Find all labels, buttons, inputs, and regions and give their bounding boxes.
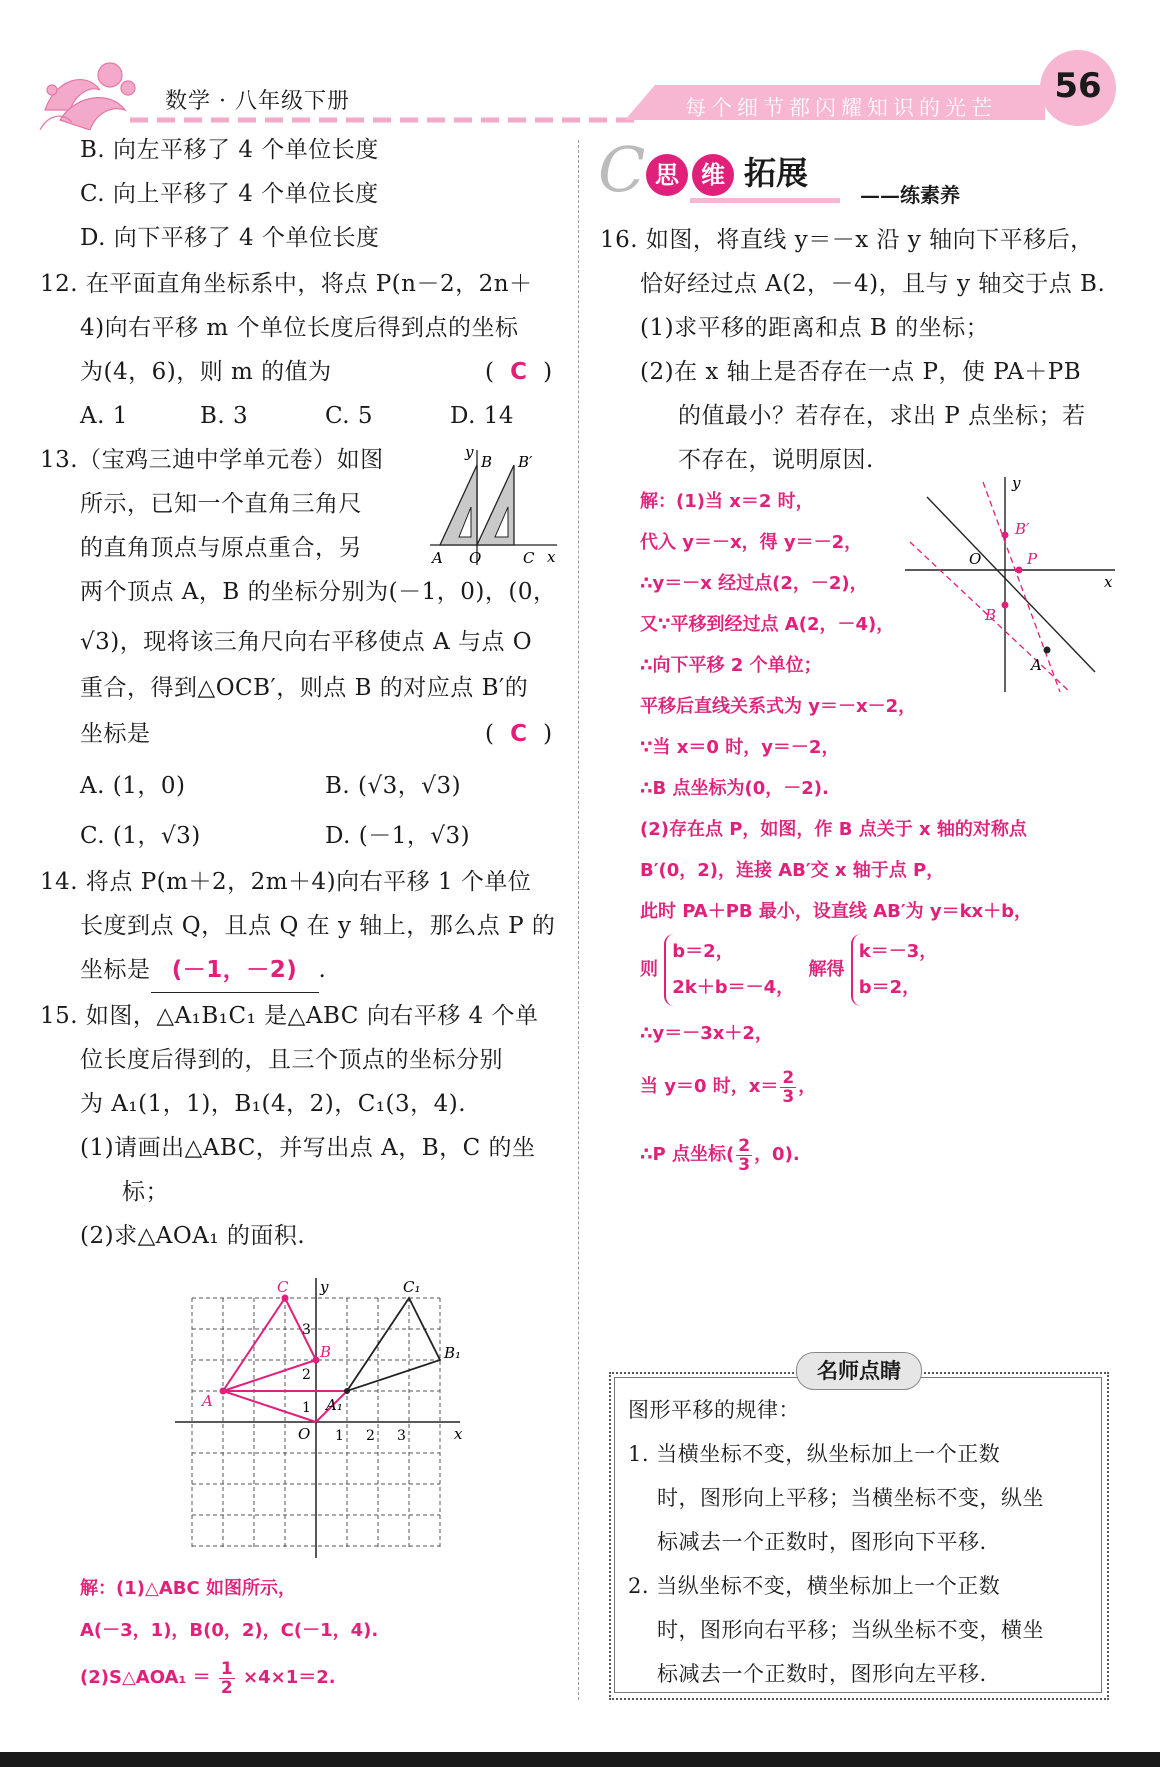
q16-solution-line-5: ∴向下平移 2 个单位； xyxy=(640,655,822,676)
q16-solution-when-y0: 当 y＝0 时，x＝ xyxy=(640,1076,779,1097)
q16-solution-line-11: 此时 PA＋PB 最小，设直线 AB′为 y＝kx＋b， xyxy=(640,901,1033,922)
q16-solution-line-6: 平移后直线关系式为 y＝－x－2， xyxy=(640,696,917,717)
q16-label-b: B xyxy=(985,606,997,624)
section-badge-1: 思 xyxy=(646,154,688,196)
q15-label-o: O xyxy=(298,1425,311,1443)
q11-option-c: C. 向上平移了 4 个单位长度 xyxy=(80,181,379,207)
q15-triangle-a1b1c1 xyxy=(347,1298,440,1391)
q11-option-d: D. 向下平移了 4 个单位长度 xyxy=(80,225,380,251)
q16-solution-line-14 xyxy=(640,1066,816,1107)
q15-label-b1: B₁ xyxy=(444,1344,462,1362)
q15-solution-line-1: 解：(1)△ABC 如图所示， xyxy=(80,1578,296,1599)
q13-option-d: D. (－1，√3) xyxy=(325,823,471,849)
q12-option-a: A. 1 xyxy=(80,403,128,429)
q13-label-a: A xyxy=(432,549,443,567)
section-badge-2: 维 xyxy=(692,154,734,196)
q15-solution-area-label: (2)S△AOA₁ ＝ xyxy=(80,1667,217,1688)
q15-line-1: 15. 如图，△A₁B₁C₁ 是△ABC 向右平移 4 个单 xyxy=(40,1003,539,1029)
q16-point-p xyxy=(1016,567,1023,574)
q13-label-c: C xyxy=(523,549,535,567)
q16-line-figure xyxy=(905,472,1120,702)
floral-ornament-icon xyxy=(40,63,135,130)
q16-line-y-neg-x xyxy=(927,497,1095,672)
q16-fraction-x-num: 2 xyxy=(782,1067,795,1088)
q16-point-a xyxy=(1044,647,1051,654)
q15-fraction-numerator: 1 xyxy=(220,1658,233,1679)
q16-system-1-eq-1: b＝2， xyxy=(672,941,734,962)
q16-label-y: y xyxy=(1012,474,1021,492)
q11-option-b: B. 向左平移了 4 个单位长度 xyxy=(80,137,379,163)
q16-solution-p-coord-end: ，0). xyxy=(754,1144,800,1165)
q13-line-6: 重合，得到△OCB′，则点 B 的对应点 B′的 xyxy=(80,675,529,701)
q12-option-d: D. 14 xyxy=(450,403,515,429)
tip-line-5: 2. 当纵坐标不变，横坐标加上一个正数 xyxy=(628,1574,1001,1598)
q15-tick-x-2: 2 xyxy=(366,1428,375,1444)
q14-answer-blank xyxy=(151,948,319,993)
q15-label-a: A xyxy=(202,1392,213,1410)
q16-fraction-p-num: 2 xyxy=(738,1135,751,1156)
q14-line-1: 14. 将点 P(m＋2，2m＋4)向右平移 1 个单位 xyxy=(40,869,532,895)
q16-line-5: 的值最小？若存在，求出 P 点坐标；若 xyxy=(678,403,1086,429)
q16-fraction-p-den: 3 xyxy=(738,1154,751,1175)
q15-line-2: 位长度后得到的，且三个顶点的坐标分别 xyxy=(80,1047,503,1073)
section-letter: C xyxy=(598,133,646,206)
q16-fraction-x-den: 3 xyxy=(782,1086,795,1107)
q15-solution-result: ×4×1＝2. xyxy=(236,1667,336,1688)
q13-answer: C xyxy=(510,721,528,747)
q14-line-3-text: 坐标是 xyxy=(80,957,151,983)
q12-answer-bracket: ( C ) xyxy=(485,359,553,385)
q15-label-y: y xyxy=(320,1278,329,1296)
q16-solution-line-3: ∴y＝－x 经过点(2，－2)， xyxy=(640,573,868,594)
q16-label-a: A xyxy=(1031,656,1042,674)
q16-line-6: 不存在，说明原因. xyxy=(678,447,874,473)
q13-option-c: C. (1，√3) xyxy=(80,823,201,849)
q16-line-3: (1)求平移的距离和点 B 的坐标； xyxy=(640,315,990,341)
section-title: 拓展 xyxy=(744,154,809,192)
q16-line-2: 恰好经过点 A(2，－4)，且与 y 轴交于点 B. xyxy=(640,271,1106,297)
q13-label-x: x xyxy=(547,548,556,566)
section-subtitle: ——练素养 xyxy=(860,183,960,207)
q16-solution-system xyxy=(640,934,937,1006)
q16-solution-line-15 xyxy=(640,1134,800,1175)
q13-label-b: B xyxy=(481,453,493,471)
tip-line-7: 标减去一个正数时，图形向左平移. xyxy=(657,1662,987,1686)
q16-solution-line-10: B′(0，2)，连接 AB′交 x 轴于点 P， xyxy=(640,860,945,881)
q16-solution-line-4: 又∵平移到经过点 A(2，－4)， xyxy=(640,614,895,635)
q15-label-x: x xyxy=(454,1425,463,1443)
q13-triangle-figure xyxy=(425,445,560,570)
q16-solution-comma: ， xyxy=(798,1076,817,1097)
q13-line-7: 坐标是 xyxy=(80,721,151,747)
q15-tick-x-1: 1 xyxy=(335,1428,344,1444)
q16-fraction-x xyxy=(780,1069,796,1106)
column-divider xyxy=(578,140,579,1700)
q15-solution-line-2: A(－3，1)，B(0，2)，C(－1，4). xyxy=(80,1620,379,1641)
q15-tick-y-3: 3 xyxy=(302,1322,311,1338)
q15-point-b xyxy=(313,1357,320,1364)
q15-sub1-line-1: (1)请画出△ABC，并写出点 A，B，C 的坐 xyxy=(80,1135,536,1161)
q16-line-4: (2)在 x 轴上是否存在一点 P，使 PA＋PB xyxy=(640,359,1082,385)
header-slogan: 每个细节都闪耀知识的光芒 xyxy=(685,96,997,120)
q16-line-1: 16. 如图，将直线 y＝－x 沿 y 轴向下平移后， xyxy=(600,227,1094,253)
q15-label-c1: C₁ xyxy=(403,1278,421,1296)
q16-label-x: x xyxy=(1104,573,1113,591)
q16-label-p: P xyxy=(1027,550,1038,568)
q16-solution-line-8: ∴B 点坐标为(0，－2). xyxy=(640,778,829,799)
q16-solution-line-1: 解：(1)当 x＝2 时， xyxy=(640,491,814,512)
q16-system-2-eq-1: k＝－3， xyxy=(858,941,938,962)
q13-answer-bracket: ( C ) xyxy=(485,721,553,747)
q16-system-2 xyxy=(851,934,938,1006)
q13-line-4: 两个顶点 A，B 的坐标分别为(－1，0)，(0， xyxy=(80,579,557,605)
tip-title: 名师点睛 xyxy=(796,1352,922,1390)
q15-label-c: C xyxy=(277,1278,289,1296)
q16-point-b-prime xyxy=(1002,532,1009,539)
q15-tick-x-3: 3 xyxy=(397,1428,406,1444)
q13-line-3: 的直角顶点与原点重合，另 xyxy=(80,535,362,561)
book-title: 数学 · 八年级下册 xyxy=(165,89,350,114)
q13-line-5: √3)，现将该三角尺向右平移使点 A 与点 O xyxy=(80,629,533,655)
q13-option-a: A. (1，0) xyxy=(80,773,186,799)
q15-fraction-denominator: 2 xyxy=(220,1677,233,1698)
q12-line-1: 12. 在平面直角坐标系中，将点 P(n－2，2n＋ xyxy=(40,271,533,297)
q13-line-2: 所示，已知一个直角三角尺 xyxy=(80,491,362,517)
q13-line-1: 13.（宝鸡三迪中学单元卷）如图 xyxy=(40,447,384,473)
bottom-edge xyxy=(0,1752,1160,1767)
q15-solution-line-3 xyxy=(80,1657,336,1698)
q13-label-y: y xyxy=(465,445,474,461)
q16-solution-line-9: (2)存在点 P，如图，作 B 点关于 x 轴的对称点 xyxy=(640,819,1027,840)
q16-system-1 xyxy=(664,934,794,1006)
q16-fraction-p xyxy=(736,1137,752,1174)
q16-solution-line-7: ∵当 x＝0 时，y＝－2， xyxy=(640,737,840,758)
q13-label-bprime: B′ xyxy=(518,453,533,471)
q15-point-a1 xyxy=(344,1388,350,1394)
q16-system-2-eq-2: b＝2， xyxy=(858,977,921,998)
q13-option-b: B. (√3，√3) xyxy=(325,773,462,799)
page-number: 56 xyxy=(1054,66,1102,106)
q16-solution-line-2: 代入 y＝－x，得 y＝－2， xyxy=(640,532,863,553)
q15-sub2: (2)求△AOA₁ 的面积. xyxy=(80,1223,306,1249)
q12-answer: C xyxy=(510,359,528,385)
q15-point-a xyxy=(220,1388,227,1395)
section-underline xyxy=(690,198,840,203)
q16-label-b-prime: B′ xyxy=(1015,520,1030,538)
q12-line-2: 4)向右平移 m 个单位长度后得到点的坐标 xyxy=(80,315,519,341)
tip-line-1: 图形平移的规律： xyxy=(628,1398,800,1422)
q16-solution-p-coord-label: ∴P 点坐标( xyxy=(640,1144,735,1165)
q15-label-b: B xyxy=(320,1343,332,1361)
q16-solution-solve: 解得 xyxy=(808,959,845,980)
q16-point-b xyxy=(1002,602,1009,609)
q15-label-a1: A₁ xyxy=(326,1396,343,1414)
q12-option-b: B. 3 xyxy=(200,403,249,429)
q14-line-2: 长度到点 Q，且点 Q 在 y 轴上，那么点 P 的 xyxy=(80,913,556,939)
q14-answer: (－1，－2) xyxy=(171,957,298,983)
q16-label-o: O xyxy=(969,550,982,568)
q16-solution-then: 则 xyxy=(640,959,658,980)
q12-line-3: 为(4，6)，则 m 的值为 xyxy=(80,359,332,385)
q15-solution-fraction xyxy=(219,1660,235,1697)
q14-line-3: 坐标是 (－1，－2) . xyxy=(80,948,326,993)
q16-solution-line-13: ∴y＝－3x＋2， xyxy=(640,1023,773,1044)
tip-line-6: 时，图形向右平移；当纵坐标不变，横坐 xyxy=(657,1618,1044,1642)
q16-system-1-eq-2: 2k＋b＝－4， xyxy=(672,977,795,998)
q15-grid-figure xyxy=(170,1268,480,1558)
q12-option-c: C. 5 xyxy=(325,403,374,429)
tip-line-4: 标减去一个正数时，图形向下平移. xyxy=(657,1530,987,1554)
q15-line-3: 为 A₁(1，1)，B₁(4，2)，C₁(3，4). xyxy=(80,1091,467,1117)
tip-line-2: 1. 当横坐标不变，纵坐标加上一个正数 xyxy=(628,1442,1001,1466)
q15-tick-y-1: 1 xyxy=(302,1400,311,1416)
q15-tick-y-2: 2 xyxy=(302,1367,311,1383)
q13-label-o: O xyxy=(469,549,482,567)
tip-line-3: 时，图形向上平移；当横坐标不变，纵坐 xyxy=(657,1486,1044,1510)
q15-sub1-line-2: 标； xyxy=(122,1179,169,1205)
q16-line-ab-prime xyxy=(983,482,1060,692)
